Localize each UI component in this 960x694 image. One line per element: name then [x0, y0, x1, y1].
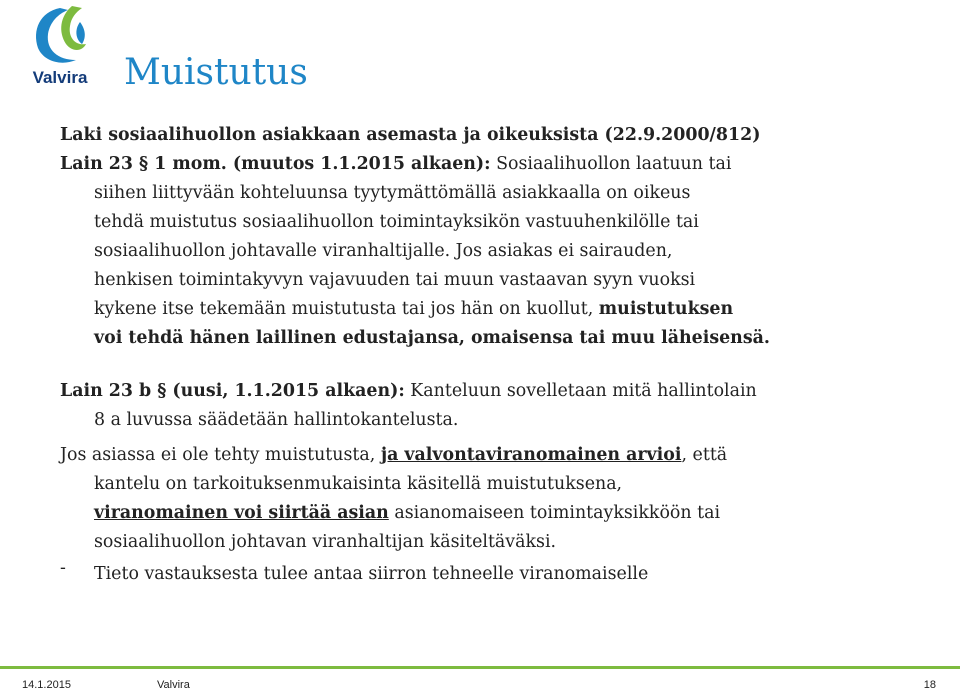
paragraph-1-line-6-bold: muistutuksen [598, 299, 734, 319]
valvira-logo-mark-icon [20, 2, 100, 68]
paragraph-3-line-3 [60, 499, 940, 528]
slide-content [60, 121, 940, 589]
law-title: Laki sosiaalihuollon asiakkaan asemasta ja oikeuksista (22.9.2000/812) [60, 125, 761, 145]
paragraph-1-lead: Lain 23 § 1 mom. (muutos 1.1.2015 alkaen): [60, 154, 491, 174]
paragraph-1-line-2: siihen liittyvään kohteluunsa tyytymättömällä asiakkaalla on oikeus [94, 183, 691, 203]
paragraph-1-line-1-text: Sosiaalihuollon laatuun tai [490, 154, 732, 174]
bullet-item [60, 560, 940, 589]
bullet-text: Tieto vastauksesta tulee antaa siirron tehneelle viranomaiselle [94, 564, 649, 584]
paragraph-2-line-1 [60, 377, 940, 406]
bullet-marker: - [60, 558, 66, 578]
paragraph-1-line-7: voi tehdä hänen laillinen edustajansa, omaisensa tai muu läheisensä. [94, 328, 770, 348]
paragraph-1-line-1 [60, 150, 940, 179]
paragraph-1-line-5: henkisen toimintakyvyn vajavuuden tai muun vastaavan syyn vuoksi [94, 270, 696, 290]
logo-text: Valvira [32, 68, 88, 87]
paragraph-3-line-1-text-a: Jos asiassa ei ole tehty muistutusta, [60, 445, 381, 465]
paragraph-3-line-1-emphasis: ja valvontaviranomainen arvioi [380, 445, 682, 465]
page-title: Muistutus [124, 52, 308, 93]
paragraph-2-lead: Lain 23 b § (uusi, 1.1.2015 alkaen): [60, 381, 405, 401]
paragraph-1-line-3: tehdä muistutus sosiaalihuollon toimintayksikön vastuuhenkilölle tai [94, 212, 699, 232]
paragraph-1-line-6-text: kykene itse tekemään muistutusta tai jos hän on kuollut, [94, 299, 599, 319]
paragraph-1-line-4: sosiaalihuollon johtavalle viranhaltijalle. Jos asiakas ei sairauden, [94, 241, 673, 261]
spacer [60, 353, 940, 377]
paragraph-2-line-1-text: Kanteluun sovelletaan mitä hallintolain [404, 381, 757, 401]
paragraph-3-line-1-text-b: , että [681, 445, 728, 465]
paragraph-2-line-2: 8 a luvussa säädetään hallintokantelusta. [94, 410, 459, 430]
footer-date: 14.1.2015 [22, 679, 71, 691]
paragraph-1-line-6 [60, 295, 940, 324]
footer-divider [0, 666, 960, 669]
footer-page-number: 18 [923, 679, 936, 691]
paragraph-3-line-1 [60, 441, 940, 470]
paragraph-3-line-2: kantelu on tarkoituksenmukaisinta käsitellä muistutuksena, [94, 474, 623, 494]
footer-org: Valvira [157, 679, 190, 691]
paragraph-3-line-4: sosiaalihuollon johtavan viranhaltijan käsiteltäväksi. [94, 532, 557, 552]
valvira-logo [20, 2, 100, 94]
paragraph-3-line-3-emphasis: viranomainen voi siirtää asian [94, 503, 389, 523]
paragraph-3-line-3-text: asianomaiseen toimintayksikköön tai [388, 503, 721, 523]
